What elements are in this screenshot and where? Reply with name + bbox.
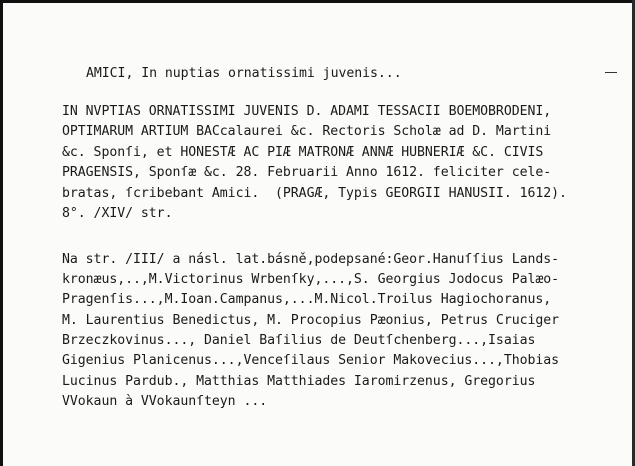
title-line: bratas, ſcribebant Amici. (PRAGÆ, Typis GEORGII HANUSII. 1612). — [62, 186, 567, 201]
title-line: IN NVPTIAS ORNATISSIMI JUVENIS D. ADAMI TESSACII BOEMOBRODENI, — [62, 104, 552, 119]
card-top-edge — [0, 0, 635, 3]
title-line: PRAGENSIS, Sponſæ &c. 28. Februarii Anno 1612. feliciter cele- — [62, 165, 552, 180]
title-line: 8°. /XIV/ str. — [62, 206, 173, 221]
note-line: M. Laurentius Benedictus, M. Procopius Pæonius, Petrus Cruciger — [62, 313, 560, 328]
card-left-edge — [0, 0, 3, 466]
note-line: Lucinus Pardub., Matthias Matthiades Iaromirzenus, Gregorius — [62, 374, 536, 389]
card-heading: AMICI, In nuptias ornatissimi juvenis... — [86, 66, 402, 81]
note-line: Na str. /III/ a násl. lat.básně,podepsané:Geor.Hanuſſius Lands- — [62, 252, 560, 267]
pen-mark — [605, 72, 617, 73]
note-line: Gigenius Planicenus...,Venceſilaus Senior Makovecius...,Thobias — [62, 353, 560, 368]
note-line: Pragenſis...,M.Ioan.Campanus,...M.Nicol.Troilus Hagiochoranus, — [62, 292, 552, 307]
note-line: kronæus,..,M.Victorinus Wrbenſky,...,S. Georgius Jodocus Palæo- — [62, 272, 560, 287]
title-line: &c. Sponſi, et HONESTÆ AC PIÆ MATRONÆ ANNÆ HUBNERIÆ &C. CIVIS — [62, 145, 544, 160]
title-line: OPTIMARUM ARTIUM BACcalaurei &c. Rectoris Scholæ ad D. Martini — [62, 124, 552, 139]
note-line: Brzeczkovinus..., Daniel Baſilius de Deutſchenberg...,Isaias — [62, 333, 536, 348]
note-line: VVokaun à VVokaunſteyn ... — [62, 394, 268, 409]
